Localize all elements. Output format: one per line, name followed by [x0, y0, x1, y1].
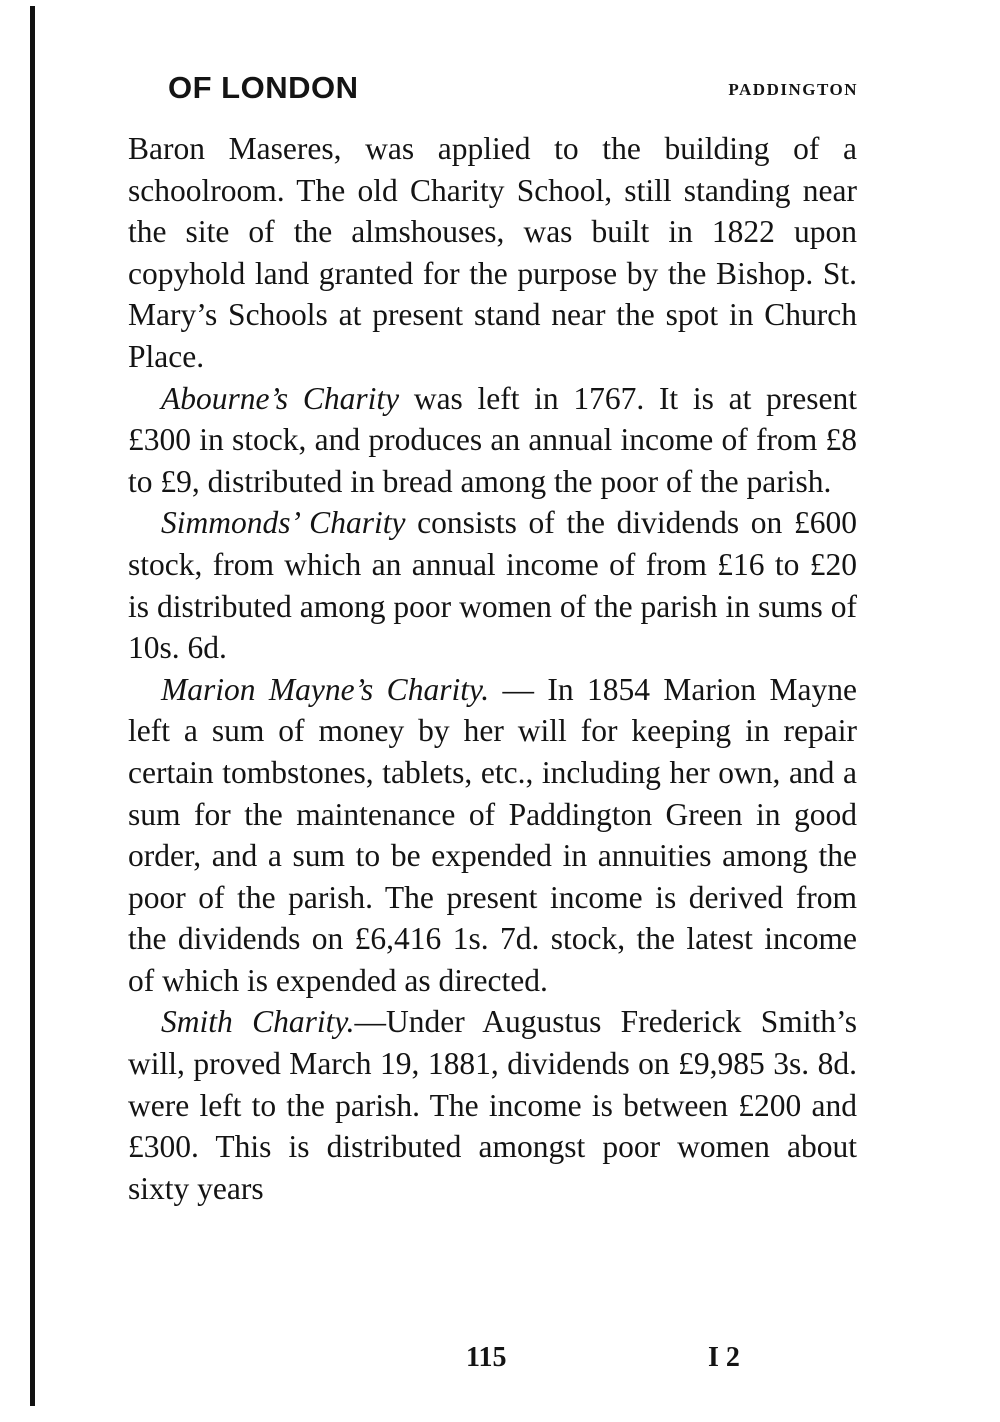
charity-title: Marion Mayne’s Charity. — [161, 671, 490, 707]
page-footer — [128, 1342, 857, 1382]
charity-title: Simmonds’ Charity — [161, 505, 406, 541]
paragraph-body: was left in 1767. It is at present £300 in stock, and produces an annual income of from £8 to £9, distributed in bread among the poor of the parish. — [128, 380, 857, 499]
page-number: 115 — [466, 1342, 507, 1373]
running-head-title: OF LONDON — [168, 70, 359, 105]
section-heading: PADDINGTON — [728, 80, 858, 99]
paragraph-abournes-charity — [128, 378, 857, 503]
paragraph-smith-charity — [128, 1001, 857, 1209]
charity-title: Smith Charity. — [161, 1004, 355, 1040]
charity-title: Abourne’s Charity — [161, 380, 400, 416]
paragraph-body: — In 1854 Marion Mayne left a sum of money by her will for keeping in repair certain tombstones, tablets, etc., including her own, and a sum for the maintenance of Paddington Green in good order, and a sum to be expended in annuities among the poor of the parish. The present income is derived from the dividends on £6,416 1s. 7d. stock, the latest income of which is expended as directed. — [128, 671, 857, 998]
page-header — [168, 70, 858, 114]
paragraph-simmonds-charity — [128, 502, 857, 668]
binding-edge-line — [30, 6, 35, 1406]
signature-mark: I 2 — [708, 1342, 740, 1373]
paragraph-body: —Under Augustus Frederick Smith’s will, proved March 19, 1881, dividends on £9,985 3s. 8d. were left to the parish. The income is between £200 and £300. This is distributed amongst poor women about sixty years — [128, 1004, 857, 1206]
paragraph-marion-maynes-charity — [128, 669, 857, 1002]
paragraph-body: consists of the dividends on £600 stock, from which an annual income of from £16 to £20 is distributed among poor women of the parish in sums of 10s. 6d. — [128, 505, 857, 666]
paragraph-continued: Baron Maseres, was applied to the building of a schoolroom. The old Charity School, still standing near the site of the almshouses, was built in 1822 upon copyhold land granted for the purpose by the Bishop. St. Mary’s Schools at present stand near the spot in Church Place. — [128, 131, 857, 374]
body-text — [128, 128, 857, 1209]
